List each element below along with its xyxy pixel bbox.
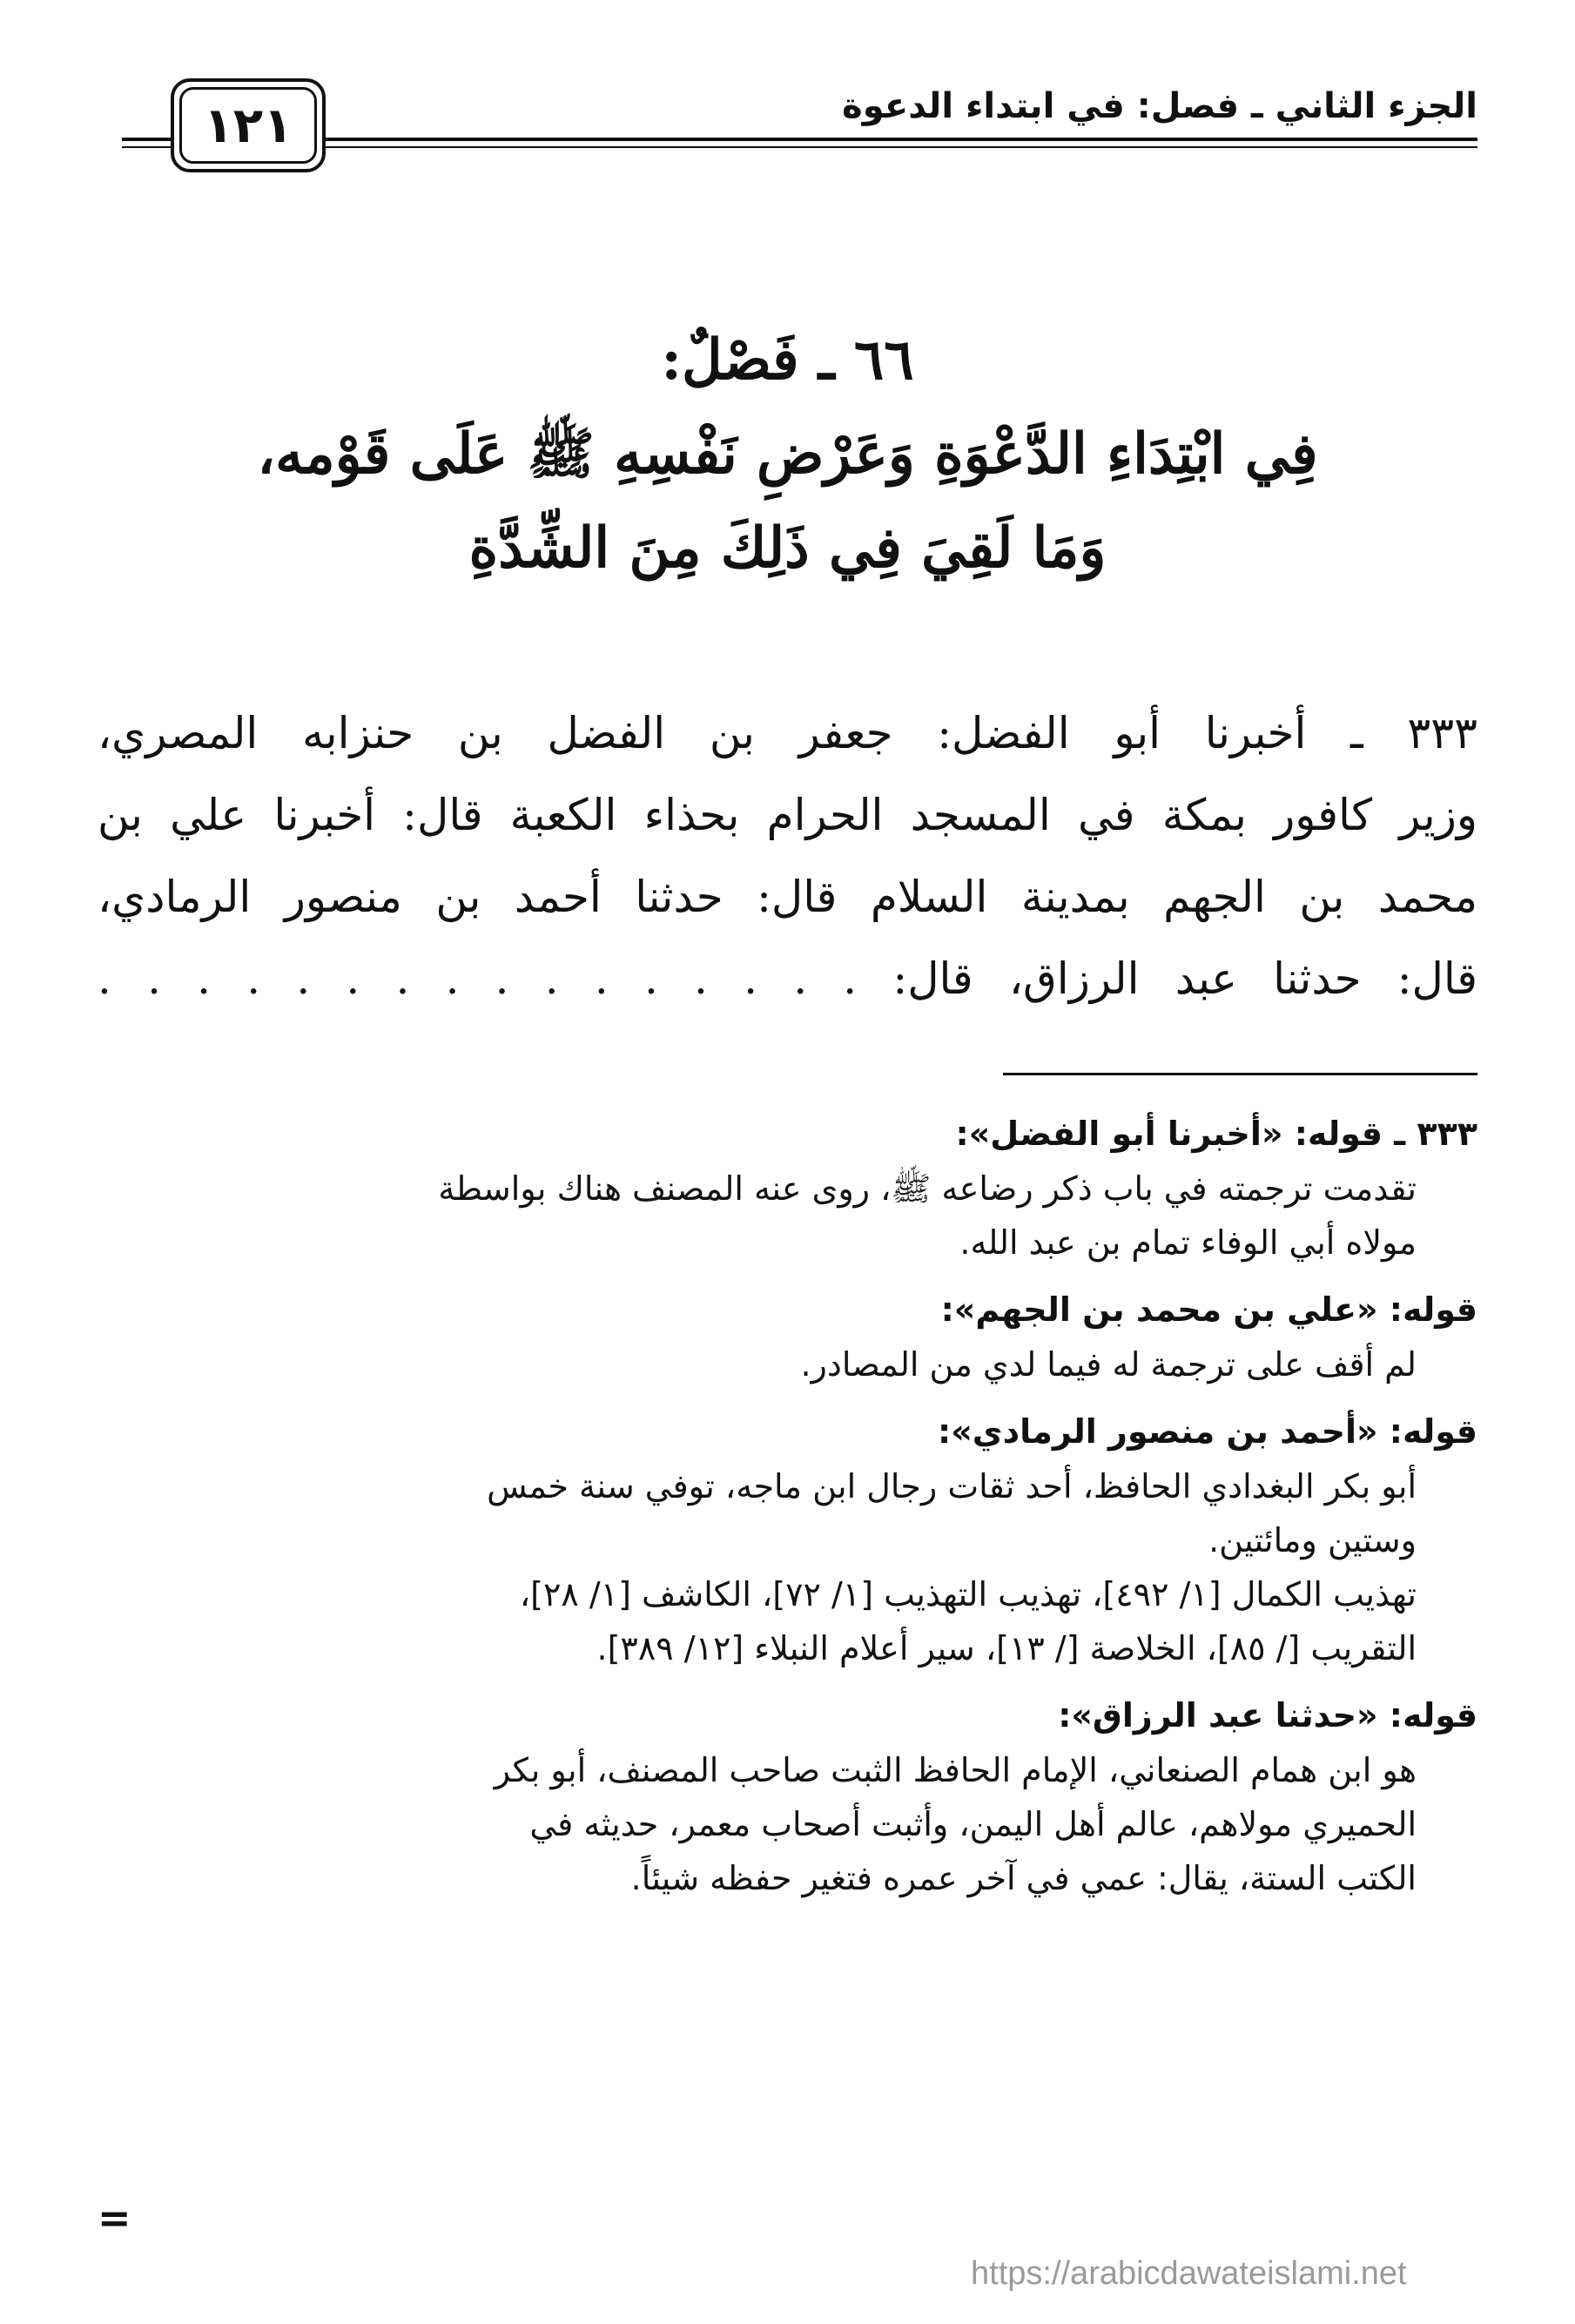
footnote [98, 1282, 1477, 1391]
footnote [98, 1404, 1477, 1675]
running-header: الجزء الثاني ـ فصل: في ابتداء الدعوة [842, 86, 1477, 126]
footnote-line: تهذيب الكمال [١/ ٤٩٢]، تهذيب التهذيب [١/ ٧٢]، الكاشف [١/ ٢٨]، [519, 1575, 1417, 1613]
footnote-separator [1003, 1073, 1477, 1075]
page-number-frame [171, 78, 326, 172]
footnote-line: الحميري مولاهم، عالم أهل اليمن، وأثبت أصحاب معمر، حديثه في [529, 1805, 1417, 1843]
footnote-line: وستين ومائتين. [1208, 1521, 1417, 1559]
footnote-line: التقريب [/ ٨٥]، الخلاصة [/ ١٣]، سير أعلام النبلاء [١٢/ ٣٨٩]. [596, 1629, 1417, 1667]
footnote-body [98, 1459, 1417, 1675]
chapter-heading [139, 313, 1436, 596]
footnote-body [98, 1162, 1417, 1270]
footnote-line: مولاه أبي الوفاء تمام بن عبد الله. [959, 1223, 1417, 1262]
footnote [98, 1106, 1477, 1270]
footnote-line: أبو بكر البغدادي الحافظ، أحد ثقات رجال ابن ماجه، توفي سنة خمس [487, 1467, 1417, 1506]
footnote-line: لم أقف على ترجمة له فيما لدي من المصادر. [800, 1345, 1417, 1384]
continuation-mark: = [98, 2194, 131, 2241]
footnote-body [98, 1743, 1417, 1905]
footnotes [98, 1106, 1477, 1917]
footnote-line: هو ابن همام الصنعاني، الإمام الحافظ الثبت صاحب المصنف، أبو بكر [494, 1751, 1417, 1789]
chapter-number-line: ٦٦ ـ فَصْلٌ: [661, 327, 914, 393]
chapter-title-line-1: فِي ابْتِدَاءِ الدَّعْوَةِ وَعَرْضِ نَفْسِهِ ﷺ عَلَى قَوْمه، [257, 421, 1318, 487]
main-text-line: قال: حدثنا عبد الرزاق، قال: . . . . . . . . . . . . . . . . [98, 953, 1477, 1004]
main-text-line: ٣٣٣ ـ أخبرنا أبو الفضل: جعفر بن الفضل بن حنزابه المصري، [98, 708, 1477, 758]
footnote [98, 1687, 1477, 1905]
footnote-heading: قوله: «علي بن محمد بن الجهم»: [940, 1290, 1477, 1329]
watermark-url[interactable]: https://arabicdawateislami.net [971, 2255, 1407, 2292]
main-text-line: محمد بن الجهم بمدينة السلام قال: حدثنا أحمد بن منصور الرمادي، [98, 872, 1477, 922]
footnote-heading: قوله: «أحمد بن منصور الرمادي»: [938, 1412, 1477, 1451]
page-number: ١٢١ [179, 87, 317, 164]
footnote-line: تقدمت ترجمته في باب ذكر رضاعه ﷺ، روى عنه المصنف هناك بواسطة [438, 1169, 1417, 1208]
footnote-heading: قوله: «حدثنا عبد الرزاق»: [1058, 1696, 1477, 1735]
footnote-heading: ٣٣٣ ـ قوله: «أخبرنا أبو الفضل»: [955, 1115, 1477, 1153]
footnote-line: الكتب الستة، يقال: عمي في آخر عمره فتغير حفظه شيئاً. [630, 1859, 1417, 1897]
main-text-line: وزير كافور بمكة في المسجد الحرام بحذاء الكعبة قال: أخبرنا علي بن [98, 790, 1477, 840]
main-text [98, 692, 1477, 1020]
footnote-body [98, 1337, 1417, 1391]
chapter-title-line-2: وَمَا لَقِيَ فِي ذَلِكَ مِنَ الشِّدَّةِ [468, 515, 1107, 581]
